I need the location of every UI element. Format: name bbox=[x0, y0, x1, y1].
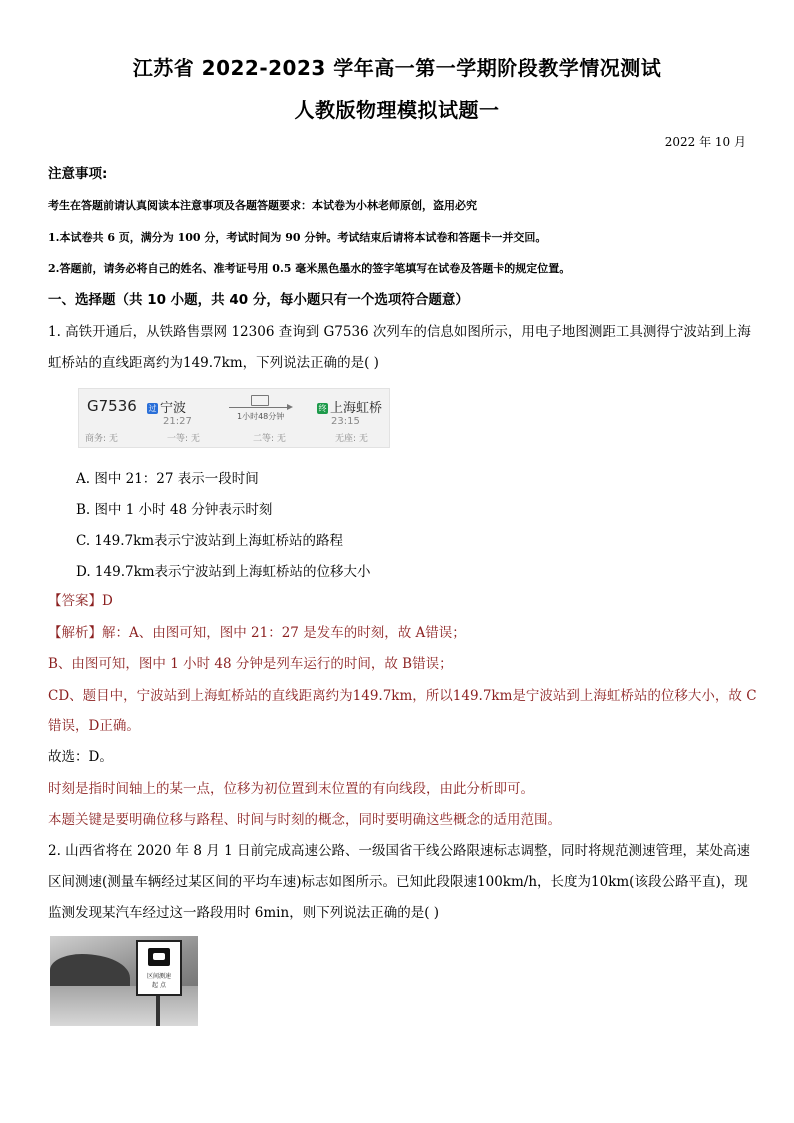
notice-line: 2.答题前，请务必将自己的姓名、准考证号用 0.5 毫米黑色墨水的签字笔填写在试卷及答题卡的规定位置。 bbox=[48, 262, 571, 275]
notice-heading: 注意事项: bbox=[48, 166, 108, 182]
section-heading: 一、选择题（共 10 小题，共 40 分，每小题只有一个选项符合题意） bbox=[48, 292, 469, 308]
analysis-line: B、由图可知，图中 1 小时 48 分钟是列车运行的时间，故 B错误； bbox=[48, 656, 453, 672]
travel-duration: 1小时48分钟 bbox=[237, 412, 285, 421]
terminal-badge-icon: 终 bbox=[318, 404, 327, 413]
analysis-line: CD、题目中，宁波站到上海虹桥站的直线距离约为149.7km，所以149.7km是宁波站到上海虹桥站的位移大小，故 C bbox=[48, 688, 757, 704]
notice-line: 1.本试卷共 6 页，满分为 100 分，考试时间为 90 分钟。考试结束后请将本试卷和答题卡一并交回。 bbox=[48, 231, 547, 244]
question-1-text: 1. 高铁开通后，从铁路售票网 12306 查询到 G7536 次列车的信息如图所示，用电子地图测距工具测得宁波站到上海 bbox=[48, 324, 751, 340]
option-c: C. 149.7km表示宁波站到上海虹桥站的路程 bbox=[76, 533, 344, 549]
sign-text bbox=[140, 972, 178, 990]
speed-zone-sign bbox=[136, 940, 182, 996]
exam-date: 2022 年 10 月 bbox=[664, 135, 746, 149]
schedule-icon bbox=[251, 395, 269, 406]
speed-sign-photo bbox=[50, 936, 198, 1026]
sign-text-line: 起 点 bbox=[152, 982, 166, 989]
question-2-text: 2. 山西省将在 2020 年 8 月 1 日前完成高速公路、一级国省干线公路限速标志调整，同时将规范测速管理，某处高速区间测速(测量车辆经过某区间的平均车速)标志如图所示。已知此段限速100km/h，长度为10km(该段公路平直)，现监测发现某汽车经过这一路段用时 6min，则下列说法正确的是( ) bbox=[48, 843, 750, 921]
pass-badge-icon: 过 bbox=[148, 404, 157, 413]
train-ticket-image bbox=[78, 388, 390, 448]
sign-text-line: 区间测速 bbox=[146, 973, 171, 980]
analysis-line: 错误，D正确。 bbox=[48, 718, 140, 734]
analysis-line: 【解析】解：A、由图可知，图中 21：27 是发车的时刻，故 A错误； bbox=[48, 625, 466, 641]
arrow-right-icon bbox=[287, 404, 293, 410]
seat-second: 二等: 无 bbox=[253, 434, 286, 444]
exam-subtitle: 人教版物理模拟试题一 bbox=[294, 98, 500, 122]
camera-car-icon bbox=[148, 948, 170, 966]
seat-business: 商务: 无 bbox=[85, 434, 118, 444]
train-number: G7536 bbox=[87, 397, 137, 415]
analysis-line: 本题关键是要明确位移与路程、时间与时刻的概念，同时要明确这些概念的适用范围。 bbox=[48, 812, 561, 828]
arrival-station bbox=[317, 397, 382, 416]
seat-standing: 无座: 无 bbox=[335, 434, 368, 444]
departure-station-name: 宁波 bbox=[160, 401, 187, 416]
notice-line: 考生在答题前请认真阅读本注意事项及各题答题要求：本试卷为小林老师原创，盗用必究 bbox=[48, 199, 477, 212]
exam-title: 江苏省 2022-2023 学年高一第一学期阶段教学情况测试 bbox=[132, 56, 662, 80]
analysis-choice: 故选：D。 bbox=[48, 749, 113, 765]
departure-station bbox=[147, 397, 186, 416]
option-b: B. 图中 1 小时 48 分钟表示时刻 bbox=[76, 502, 273, 518]
analysis-line: 时刻是指时间轴上的某一点，位移为初位置到末位置的有向线段，由此分析即可。 bbox=[48, 781, 534, 797]
option-d: D. 149.7km表示宁波站到上海虹桥站的位移大小 bbox=[76, 564, 371, 580]
departure-time: 21:27 bbox=[163, 416, 192, 427]
arrival-time: 23:15 bbox=[331, 416, 360, 427]
arrival-station-name: 上海虹桥 bbox=[330, 401, 383, 416]
option-a: A. 图中 21：27 表示一段时间 bbox=[76, 471, 259, 487]
arrow-line bbox=[229, 407, 291, 408]
seat-first: 一等: 无 bbox=[167, 434, 200, 444]
sign-pole bbox=[156, 996, 160, 1026]
answer: 【答案】D bbox=[48, 593, 113, 609]
question-1-text: 虹桥站的直线距离约为149.7km，下列说法正确的是( ) bbox=[48, 355, 379, 371]
